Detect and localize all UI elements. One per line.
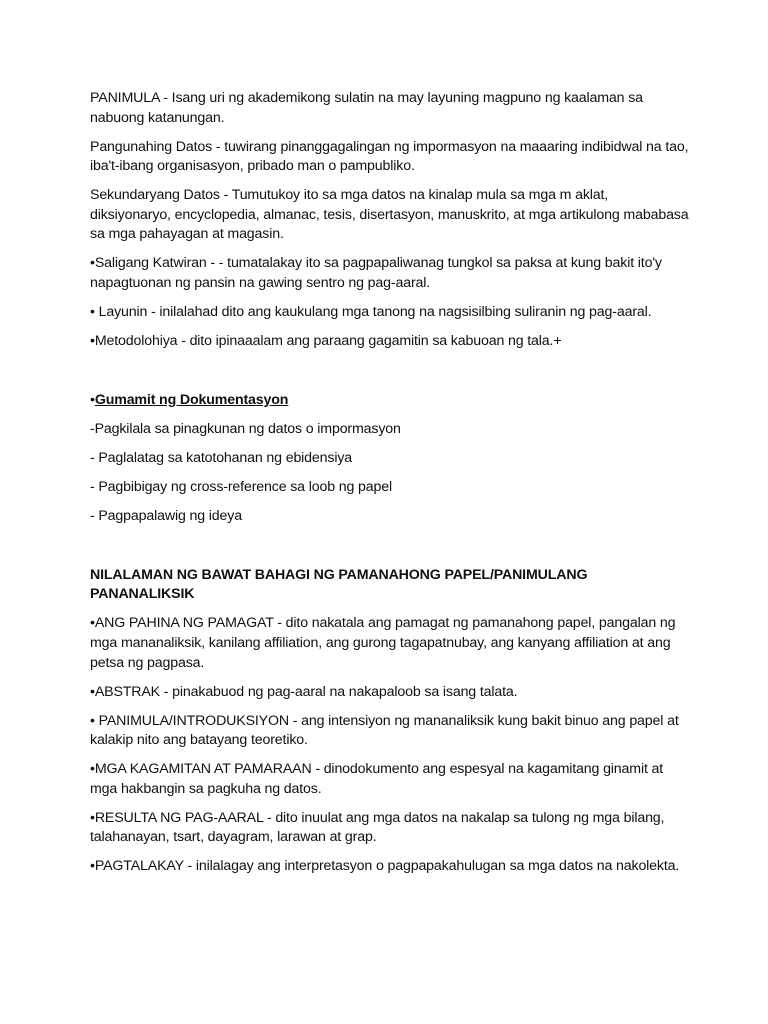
kagamitan-pamaraan-item: •MGA KAGAMITAN AT PAMARAAN - dinodokumento ang espesyal na kagamitang ginamit at mga hakbangin sa pagkuha ng datos. bbox=[90, 761, 664, 797]
contents-heading: NILALAMAN NG BAWAT BAHAGI NG PAMANAHONG PAPEL/PANIMULANG PANANALIKSIK bbox=[90, 566, 588, 603]
panimula-paragraph: PANIMULA - Isang uri ng akademikong sulatin na may layuning magpuno ng kaalaman sa nabuong katanungan. bbox=[90, 90, 643, 126]
documentation-item: - Pagbibigay ng cross-reference sa loob ng papel bbox=[90, 478, 392, 495]
documentation-item: - Paglalatag sa katotohanan ng ebidensiya bbox=[90, 449, 353, 466]
section-spacer bbox=[90, 536, 690, 566]
layunin-paragraph: • Layunin - inilalahad dito ang kaukulang mga tanong na nagsisilbing suliranin ng pag-aaral. bbox=[90, 303, 652, 320]
documentation-title: Gumamit ng Dokumentasyon bbox=[94, 391, 289, 408]
documentation-heading bbox=[90, 391, 690, 411]
pangunahing-datos-paragraph: Pangunahing Datos - tuwirang pinanggagalingan ng impormasyon na maaaring indibidwal na tao, iba't-ibang organisasyon, pribado man o pampubliko. bbox=[90, 138, 689, 175]
document-page bbox=[90, 89, 690, 886]
metodolohiya-paragraph: •Metodolohiya - dito ipinaaalam ang paraang gagamitin sa kabuoan ng tala.+ bbox=[90, 332, 562, 349]
documentation-item: -Pagkilala sa pinagkunan ng datos o impormasyon bbox=[90, 420, 401, 437]
panimula-introduksiyon-item: • PANIMULA/INTRODUKSIYON - ang intensiyon ng mananaliksik kung bakit binuo ang papel at kalakip nito ang batayang teoretiko. bbox=[90, 712, 679, 749]
documentation-bullet: • bbox=[90, 391, 95, 408]
section-spacer bbox=[90, 361, 690, 391]
pagtalakay-item: •PAGTALAKAY - inilalagay ang interpretasyon o pagpapakahulugan sa mga datos na nakolekta. bbox=[90, 858, 680, 875]
pahina-ng-pamagat-item: •ANG PAHINA NG PAMAGAT - dito nakatala ang pamagat ng pamanahong papel, pangalan ng mga mananaliksik, kanilang affiliation, ang gurong tagapatnubay, ang kanyang affiliation at ang petsa ng pagpasa. bbox=[90, 615, 676, 671]
sekundaryang-datos-paragraph: Sekundaryang Datos - Tumutukoy ito sa mga datos na kinalap mula sa mga m aklat, diksiyonaryo, encyclopedia, almanac, tesis, disertasyon, manuskrito, at mga artikulong mababasa sa mga pahayagan at magasin. bbox=[90, 187, 689, 243]
saligang-katwiran-paragraph: •Saligang Katwiran - - tumatalakay ito sa pagpapaliwanag tungkol sa paksa at kung bakit ito'y napagtuonan ng pansin na gawing sentro ng pag-aaral. bbox=[90, 255, 662, 291]
abstrak-item: •ABSTRAK - pinakabuod ng pag-aaral na nakapaloob sa isang talata. bbox=[90, 683, 518, 700]
resulta-item: •RESULTA NG PAG-AARAL - dito inuulat ang mga datos na nakalap sa tulong ng mga bilang, talahanayan, tsart, dayagram, larawan at grap. bbox=[90, 809, 665, 846]
documentation-item: - Pagpapalawig ng ideya bbox=[90, 507, 242, 524]
